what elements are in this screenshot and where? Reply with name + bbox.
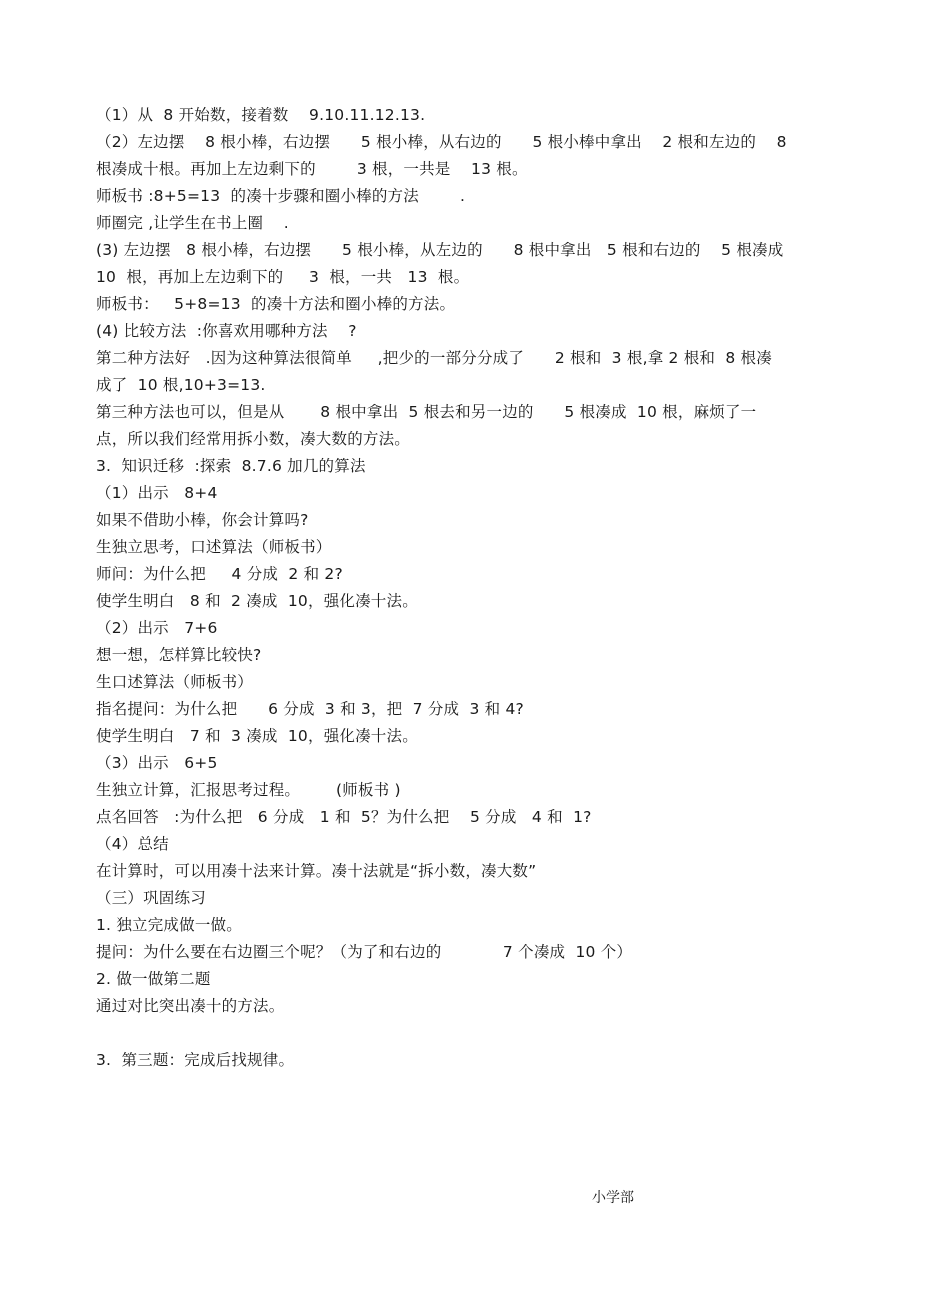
text-line: 10 根，再加上左边剩下的 3 根，一共 13 根。 <box>96 268 470 286</box>
text-line: 根凑成十根。再加上左边剩下的 3 根，一共是 13 根。 <box>96 160 528 178</box>
text-line: 点名回答 :为什么把 6 分成 1 和 5？为什么把 5 分成 4 和 1? <box>96 808 592 826</box>
text-line: 师问：为什么把 4 分成 2 和 2? <box>96 565 343 583</box>
text-line: 生独立思考，口述算法（师板书） <box>96 538 332 556</box>
text-line: 使学生明白 8 和 2 凑成 10，强化凑十法。 <box>96 592 418 610</box>
section-heading: （三）巩固练习 <box>96 889 206 907</box>
text-line: 1. 独立完成做一做。 <box>96 916 242 934</box>
text-line: （2）出示 7+6 <box>96 619 218 637</box>
text-line: 如果不借助小棒，你会计算吗? <box>96 511 309 529</box>
text-line: 指名提问：为什么把 6 分成 3 和 3，把 7 分成 3 和 4? <box>96 700 524 718</box>
text-line: 师圈完 ,让学生在书上圈 . <box>96 214 289 232</box>
text-line: 通过对比突出凑十的方法。 <box>96 997 285 1015</box>
text-line: 生独立计算，汇报思考过程。 (师板书 ) <box>96 781 401 799</box>
text-line: 师板书： 5+8=13 的凑十方法和圈小棒的方法。 <box>96 295 456 313</box>
text-line: 2. 做一做第二题 <box>96 970 211 988</box>
document-body <box>96 102 856 1074</box>
page-footer: 小学部 <box>592 1190 634 1206</box>
text-line: （2）左边摆 8 根小棒，右边摆 5 根小棒，从右边的 5 根小棒中拿出 2 根和左边的 8 <box>96 133 787 151</box>
text-line: 生口述算法（师板书） <box>96 673 254 691</box>
text-line: 想一想，怎样算比较快? <box>96 646 262 664</box>
text-line: 提问：为什么要在右边圈三个呢？（为了和右边的 7 个凑成 10 个） <box>96 943 633 961</box>
text-line: 点，所以我们经常用拆小数，凑大数的方法。 <box>96 430 411 448</box>
section-heading: 3. 知识迁移 :探索 8.7.6 加几的算法 <box>96 457 366 475</box>
text-line: （1）从 8 开始数，接着数 9.10.11.12.13. <box>96 106 426 124</box>
text-line: 第二种方法好 .因为这种算法很简单 ,把少的一部分分成了 2 根和 3 根,拿 2 根和 8 根凑 <box>96 349 772 367</box>
text-line: (4) 比较方法 :你喜欢用哪种方法 ? <box>96 322 357 340</box>
text-line: （1）出示 8+4 <box>96 484 218 502</box>
text-line: （3）出示 6+5 <box>96 754 218 772</box>
text-line: 成了 10 根,10+3=13. <box>96 376 266 394</box>
text-line: 第三种方法也可以，但是从 8 根中拿出 5 根去和另一边的 5 根凑成 10 根，麻烦了一 <box>96 403 757 421</box>
text-line: （4）总结 <box>96 835 169 853</box>
text-line: 3. 第三题：完成后找规律。 <box>96 1051 295 1069</box>
text-line: (3) 左边摆 8 根小棒，右边摆 5 根小棒，从左边的 8 根中拿出 5 根和右边的 5 根凑成 <box>96 241 784 259</box>
text-line: 师板书 :8+5=13 的凑十步骤和圈小棒的方法 . <box>96 187 466 205</box>
text-line: 使学生明白 7 和 3 凑成 10，强化凑十法。 <box>96 727 418 745</box>
text-line: 在计算时，可以用凑十法来计算。凑十法就是“拆小数，凑大数” <box>96 862 537 880</box>
